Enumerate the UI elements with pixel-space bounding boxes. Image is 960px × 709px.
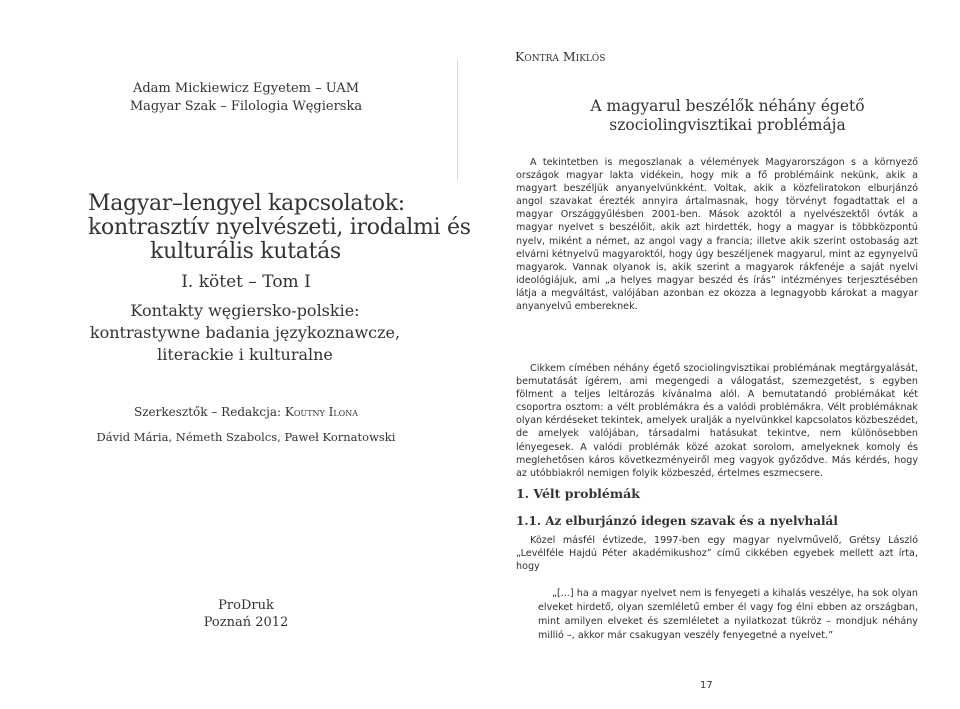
- book-title-line-2: kontrasztív nyelvészeti, irodalmi és: [88, 215, 471, 240]
- article-author: Kontra Miklós: [515, 49, 606, 64]
- editor-main: Koutny Ilona: [284, 405, 358, 419]
- page-fold-divider: [457, 60, 458, 180]
- book-title-line-3: kulturális kutatás: [150, 239, 341, 264]
- editors-label: [96, 405, 396, 419]
- polish-title-line-3: literackie i kulturalne: [157, 345, 333, 364]
- book-title-hungarian: [88, 191, 471, 264]
- paragraph-3-text: Közel másfél évtizede, 1997-ben egy magyar nyelvművelő, Grétsy László „Levélféle Hajdú Péter akadémikushoz” című cikkében egyebek mellett azt írta, hogy: [516, 535, 918, 573]
- article-title-line-1: A magyarul beszélők néhány égető: [590, 97, 865, 115]
- polish-title-line-2: kontrastywne badania językoznawcze,: [89, 323, 401, 342]
- paragraph-3: [516, 534, 918, 573]
- left-page: [0, 0, 475, 709]
- university-line-1: Adam Mickiewicz Egyetem – UAM: [132, 81, 360, 96]
- volume-label: I. kötet – Tom I: [181, 272, 311, 292]
- article-title: [575, 97, 880, 135]
- paragraph-1-text: A tekintetben is megoszlanak a vélemények Magyarországon s a környező országok magyar lakta vidékein, hogy mik a fő problémáink nekünk, akik a magyart beszéljük anyanyelvünkként. Voltak, akik a közfeliratokon elburjánzó angol szavakat érezték annyira ártalmasnak, hogy törvényt fogadtattak el a magyar Országgyűlésben 2001-ben. Mások azoktól a nyelvészektől óvták a magyar nyelvet s beszélőit, akik azt hirdették, hogy a magyar is többközpontú nyelv, miként a német, az angol vagy a francia; illetve akik szerint ostobaság azt elvárni kétnyelvű magyaroktól, hogy úgy beszéljenek magyarul, mint az egynyelvű magyarok. Vannak olyanok is, akik szerint a magyarok rákfenéje a saját nyelvi ideológiájuk, ami „a helyes magyar beszéd és írás” intézményes terjesztésében látja a megváltást, valójában azonban ez okozza a legnagyobb károkat a magyar anyanyelvű embereknek.: [516, 157, 918, 313]
- paragraph-2: [516, 362, 918, 480]
- paragraph-1: [516, 156, 918, 313]
- block-quote: „[...] ha a magyar nyelvet nem is fenyegeti a kihalás veszélye, ha sok olyan elveket hirdető, olyan szemléletű ember él vagy fog élni ebben az országban, mint amilyen elveket és szemléletet a nyilatkozat tükröz – mondjuk néhány millió –, akkor már csakugyan veszély fenyegetné a nyelvet.”: [538, 588, 918, 641]
- university-line-2: Magyar Szak – Filologia Węgierska: [129, 99, 363, 114]
- publisher-block: [196, 597, 296, 631]
- section-heading-1-1: 1.1. Az elburjánzó idegen szavak és a nyelvhalál: [516, 514, 838, 528]
- book-title-line-1: Magyar–lengyel kapcsolatok:: [88, 191, 405, 216]
- page-number: 17: [700, 680, 713, 691]
- section-heading-1: 1. Vélt problémák: [516, 486, 640, 501]
- polish-title-line-1: Kontakty węgiersko-polskie:: [130, 301, 360, 320]
- editors-list: Dávid Mária, Németh Szabolcs, Paweł Kornatowski: [96, 430, 396, 444]
- book-title-polish: [80, 300, 410, 366]
- publisher-name: ProDruk: [218, 598, 274, 613]
- editors-prefix: Szerkesztők – Redakcja:: [134, 405, 285, 419]
- university-block: [96, 80, 396, 116]
- place-year: Poznań 2012: [203, 615, 289, 630]
- paragraph-2-text: Cikkem címében néhány égető szociolingvisztikai problémának megtárgyalását, bemutatását ígérem, ami megengedi a válogatást, szemezgetést, s egyben fölment a teljes leltározás kívánalma alól. A bemutatandó problémákat két csoportra osztom: a vélt problémákra és a valódi problémákra. Vélt problémáknak olyan kérdéseket tekintek, amelyek uralják a nyelvünkkel kapcsolatos közbeszédet, de amelyek valójában, társadalmi hatásukat tekintve, nem különösebben lényegesek. A valódi problémák közé azokat sorolom, amelyeknek komoly és meglehetősen káros következményeiről meg vagyok győződve. Más kérdés, hogy az utóbbiakról nemigen folyik közbeszéd, értelmes eszmecsere.: [516, 363, 918, 479]
- article-title-line-2: szociolingvisztikai problémája: [609, 116, 846, 134]
